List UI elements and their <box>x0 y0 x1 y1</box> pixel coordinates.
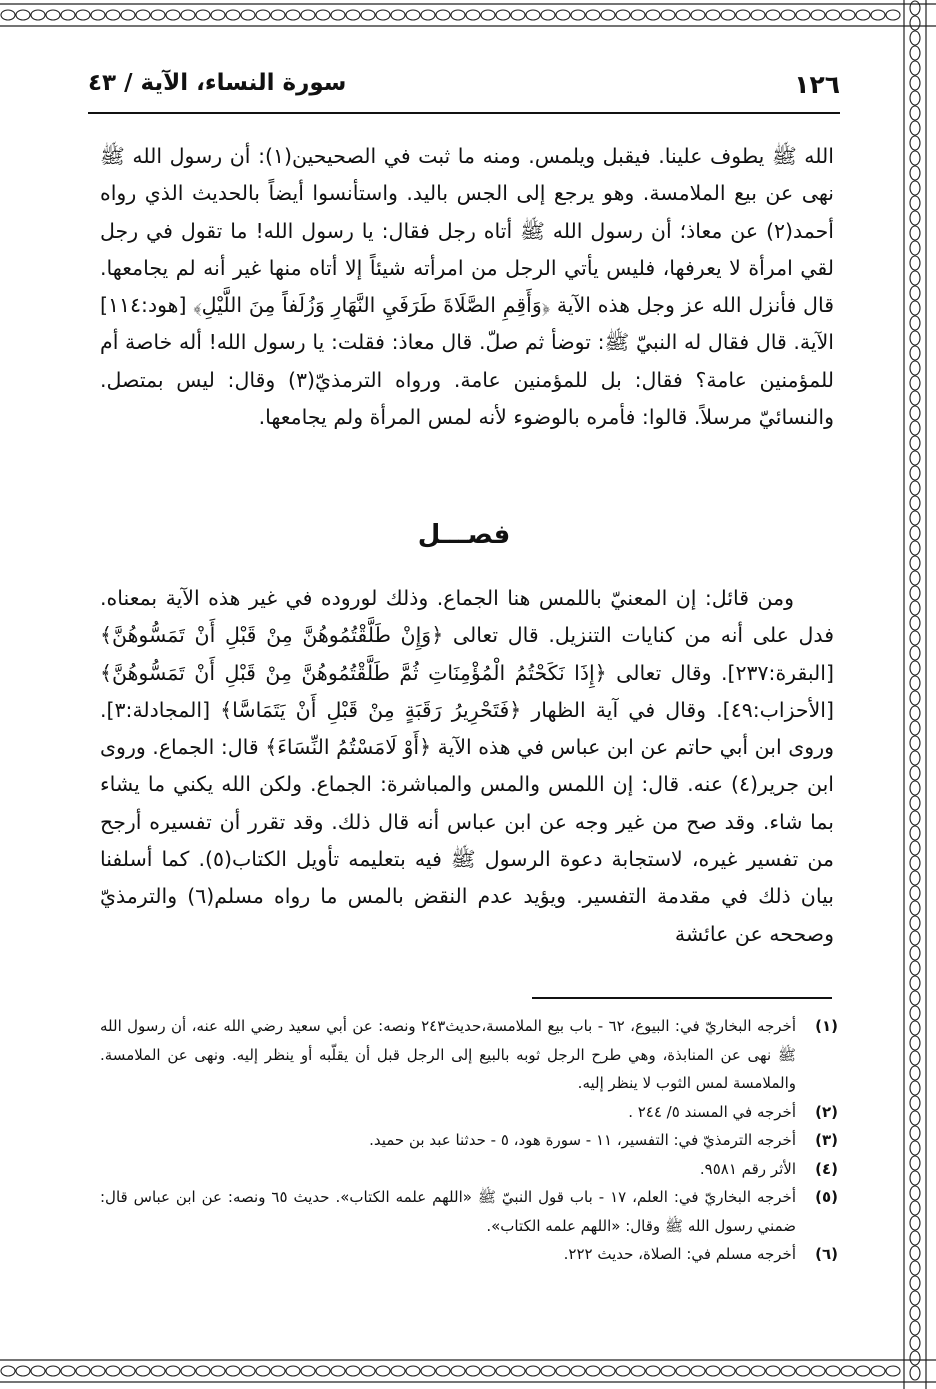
footnote-number: (٦) <box>815 1245 838 1263</box>
paragraph-1: الله ﷺ يطوف علينا. فيقبل ويلمس. ومنه ما ثبت في الصحيحين(١): أن رسول الله ﷺ نهى عن بيع الملامسة. وهو يرجع إلى الجس باليد. واستأنسوا أيضاً بالحديث الذي رواه أحمد(٢) عن معاذ؛ أن رسول الله ﷺ أتاه رجل فقال: يا رسول الله! ما تقول في رجل لقي امرأة لا يعرفها، فليس يأتي الرجل من امرأته شيئاً إلا أتاه منها غير أنه لم يجامعها. قال فأنزل الله عز وجل هذه الآية ﴿وَأَقِمِ الصَّلَاةَ طَرَفَيِ النَّهَارِ وَزُلَفاً مِنَ اللَّيْلِ﴾ [هود:١١٤] الآية. قال فقال له النبيّ ﷺ: توضأ ثم صلّ. قال معاذ: فقلت: يا رسول الله! أله خاصة أم للمؤمنين عامة؟ فقال: بل للمؤمنين عامة. ورواه الترمذيّ(٣) وقال: ليس بمتصل. والنسائيّ مرسلاً. قالوا: فأمره بالوضوء لأنه لمس المرأة ولم يجامعها. <box>100 144 835 430</box>
footnote-rule <box>532 997 832 999</box>
footnote-4 <box>100 1155 838 1184</box>
running-title: سورة النساء، الآية / ٤٣ <box>88 70 347 96</box>
header-rule <box>88 112 840 114</box>
footnote-text: أخرجه في المسند ٥/ ٢٤٤ . <box>628 1102 796 1121</box>
footnote-number: (٤) <box>815 1159 838 1178</box>
body-text <box>100 138 834 436</box>
footnote-number: (١) <box>815 1017 838 1035</box>
footnote-text: أخرجه مسلم في: الصلاة، حديث ٢٢٢. <box>563 1245 796 1263</box>
body-text-2 <box>100 580 834 953</box>
page-number: ١٢٦ <box>794 70 840 99</box>
footnotes <box>100 1012 838 1269</box>
footnote-6 <box>100 1240 838 1269</box>
footnote-1 <box>100 1012 838 1098</box>
footnote-text: أخرجه الترمذيّ في: التفسير، ١١ - سورة هود، ٥ - حدثنا عبد بن حميد. <box>369 1131 796 1149</box>
bottom-chain-border <box>0 1356 936 1386</box>
footnote-number: (٣) <box>815 1131 838 1149</box>
footnote-3 <box>100 1126 838 1155</box>
footnote-number: (٢) <box>815 1102 838 1121</box>
footnote-text: الأثر رقم ٩٥٨١. <box>699 1159 796 1178</box>
right-chain-border <box>900 0 930 1389</box>
paragraph-2 <box>100 580 834 953</box>
running-head <box>88 68 840 112</box>
footnote-5 <box>100 1183 838 1240</box>
paragraph-2-text: ومن قائل: إن المعنيّ باللمس هنا الجماع. وذلك لوروده في غير هذه الآية بمعناه. فدل على أنه من كنايات التنزيل. قال تعالى ﴿وَإِنْ طَلَّقْتُمُوهُنَّ مِنْ قَبْلِ أَنْ تَمَسُّوهُنَّ﴾ [البقرة:٢٣٧]. وقال تعالى ﴿إِذَا نَكَحْتُمُ الْمُؤْمِنَاتِ ثُمَّ طَلَّقْتُمُوهُنَّ مِنْ قَبْلِ أَنْ تَمَسُّوهُنَّ﴾ [الأحزاب:٤٩]. وقال في آية الظهار ﴿فَتَحْرِيرُ رَقَبَةٍ مِنْ قَبْلِ أَنْ يَتَمَاسَّا﴾ [المجادلة:٣]. وروى ابن أبي حاتم عن ابن عباس في هذه الآية ﴿أَوْ لَامَسْتُمُ النِّسَاءَ﴾ قال: الجماع. وروى ابن جرير(٤) عنه. قال: إن اللمس والمس والمباشرة: الجماع. ولكن الله يكني ما يشاء بما شاء. وقد صح من غير وجه عن ابن عباس أنه قال ذلك. وقد تقرر أن تفسيره أرجح من تفسير غيره، لاستجابة دعوة الرسول ﷺ فيه بتعليمه تأويل الكتاب(٥). كما أسلفنا بيان ذلك في مقدمة التفسير. ويؤيد عدم النقض بالمس ما رواه مسلم(٦) والترمذيّ وصححه عن عائشة <box>100 586 834 946</box>
top-chain-border <box>0 0 936 30</box>
footnote-text: أخرجه البخاريّ في: العلم، ١٧ - باب قول النبيّ ﷺ «اللهم علمه الكتاب». حديث ٦٥ ونصه: عن ابن عباس قال: ضمني رسول الله ﷺ وقال: «اللهم علمه الكتاب». <box>100 1188 796 1235</box>
footnote-text: أخرجه البخاريّ في: البيوع، ٦٢ - باب بيع الملامسة،حديث٢٤٣ ونصه: عن أبي سعيد رضي الله عنه، أن رسول الله ﷺ نهى عن المنابذة، وهي طرح الرجل ثوبه بالبيع إلى الرجل قبل أن يقلّبه أو ينظر إليه. ونهى عن الملامسة. والملامسة لمس الثوب لا ينظر إليه. <box>100 1017 796 1092</box>
footnote-2 <box>100 1098 838 1127</box>
section-heading: فصـــل <box>417 520 511 550</box>
footnote-number: (٥) <box>815 1188 838 1206</box>
